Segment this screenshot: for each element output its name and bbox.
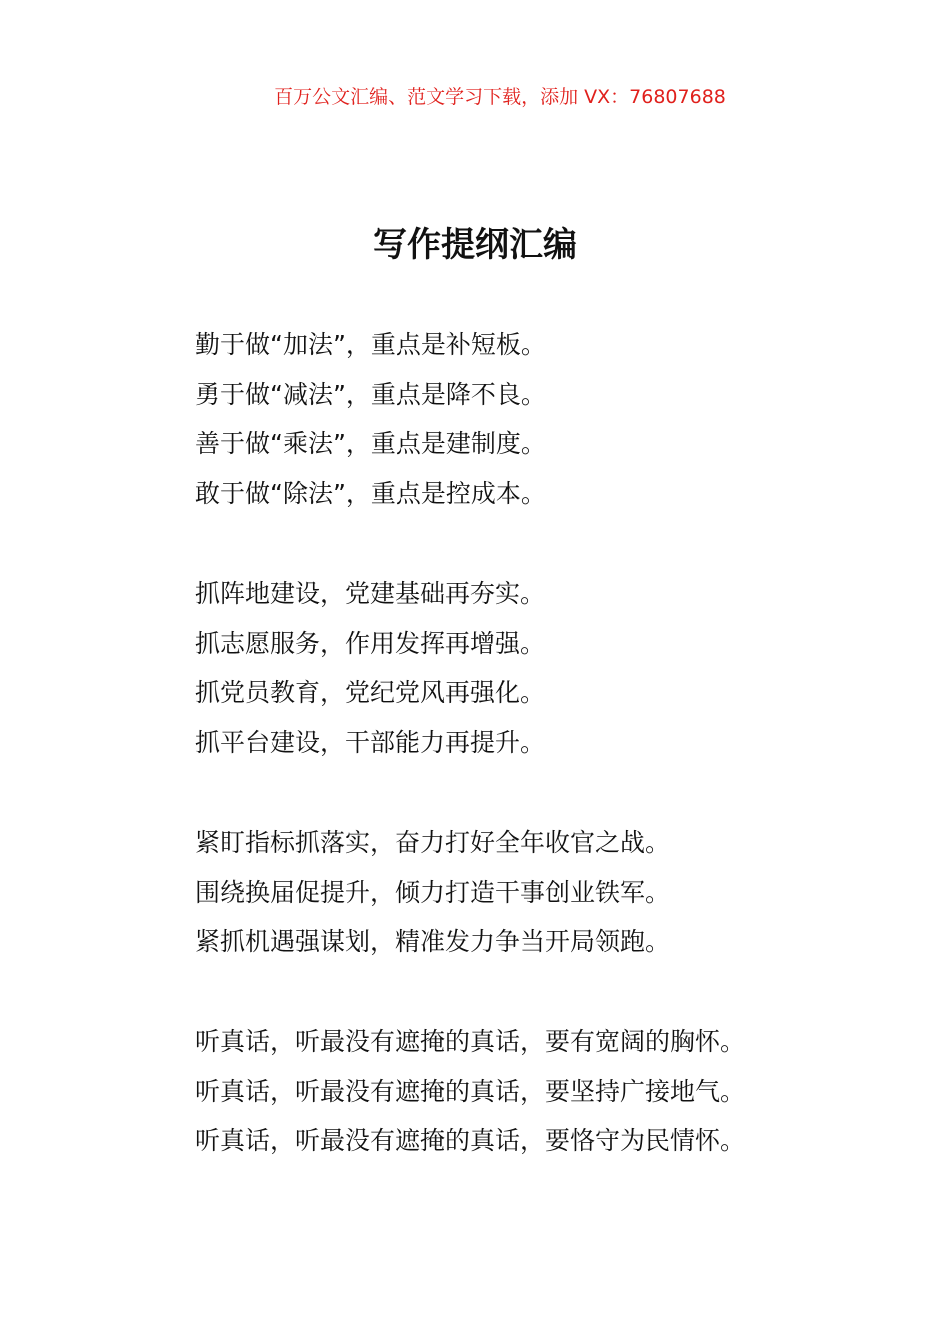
paragraph-1 — [195, 320, 546, 519]
text-line: 听真话，听最没有遮掩的真话，要恪守为民情怀。 — [195, 1126, 746, 1156]
text-line: 抓党员教育，党纪党风再强化。 — [195, 678, 546, 708]
text-line: 听真话，听最没有遮掩的真话，要有宽阔的胸怀。 — [195, 1027, 746, 1056]
text-line: 勤于做“加法”，重点是补短板。 — [195, 330, 546, 359]
text-line: 抓阵地建设，党建基础再夯实。 — [195, 579, 546, 608]
paragraph-4 — [195, 1017, 745, 1166]
text-line: 围绕换届促提升，倾力打造干事创业铁军。 — [195, 877, 671, 907]
document-title: 写作提纲汇编 — [373, 225, 577, 265]
text-line: 抓平台建设，干部能力再提升。 — [195, 728, 546, 758]
paragraph-2 — [195, 569, 545, 768]
text-line: 紧盯指标抓落实，奋力打好全年收官之战。 — [195, 828, 671, 857]
text-line: 敢于做“除法”，重点是控成本。 — [195, 479, 546, 509]
text-line: 抓志愿服务，作用发挥再增强。 — [195, 628, 546, 658]
text-line: 勇于做“减法”，重点是降不良。 — [195, 379, 546, 409]
text-line: 紧抓机遇强谋划，精准发力争当开局领跑。 — [195, 927, 671, 957]
header-watermark-text: 百万公文汇编、范文学习下载，添加 VX：76807688 — [274, 86, 726, 108]
paragraph-3 — [195, 818, 670, 967]
text-line: 善于做“乘法”，重点是建制度。 — [195, 429, 546, 459]
text-line: 听真话，听最没有遮掩的真话，要坚持广接地气。 — [195, 1076, 746, 1106]
